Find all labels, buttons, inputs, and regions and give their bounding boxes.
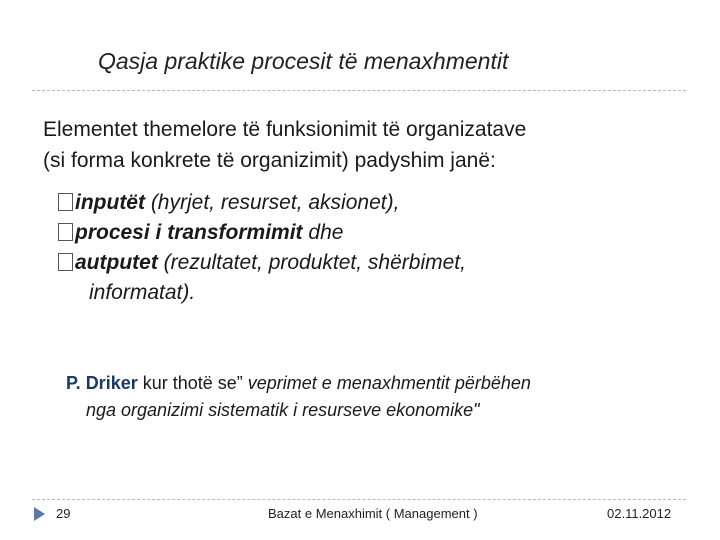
quote-line-1 (66, 370, 706, 397)
title-divider (32, 90, 686, 91)
bullet-text: (hyrjet, resurset, aksionet), (144, 191, 400, 214)
quote-line-2: nga organizimi sistematik i resurseve ekonomike" (86, 400, 480, 420)
bullet-box-icon (58, 253, 73, 271)
triangle-icon (34, 507, 45, 521)
footer-divider (32, 499, 686, 500)
slide-title: Qasja praktike procesit të menaxhmentit (98, 48, 509, 74)
bullet-box-icon (58, 223, 73, 241)
bullet-text: (rezultatet, produktet, shërbimet, (157, 251, 466, 274)
quote-text-1: veprimet e menaxhmentit përbëhen (247, 373, 531, 393)
quote-block (66, 370, 706, 424)
intro-line-1: Elementet themelore të funksionimit të organizatave (43, 118, 527, 141)
list-item (58, 188, 708, 218)
bullet-keyword: inputët (75, 191, 145, 214)
quote-lead: kur thotë se” (137, 373, 248, 393)
footer-course: Bazat e Menaxhimit ( Management ) (268, 506, 478, 521)
bullet-text: dhe (302, 221, 344, 244)
list-item (58, 218, 708, 248)
bullet-box-icon (58, 193, 73, 211)
intro-paragraph (43, 114, 703, 176)
list-item (58, 248, 708, 278)
intro-line-2: (si forma konkrete të organizimit) padyshim janë: (43, 149, 496, 172)
bullet-list (58, 188, 708, 308)
bullet-keyword: autputet (75, 251, 158, 274)
page-number: 29 (56, 506, 71, 521)
bullet-continuation: informatat). (89, 281, 196, 304)
bullet-keyword: procesi i transformimit (75, 221, 303, 244)
footer-date: 02.11.2012 (607, 506, 672, 521)
quote-author: P. Driker (66, 373, 138, 393)
